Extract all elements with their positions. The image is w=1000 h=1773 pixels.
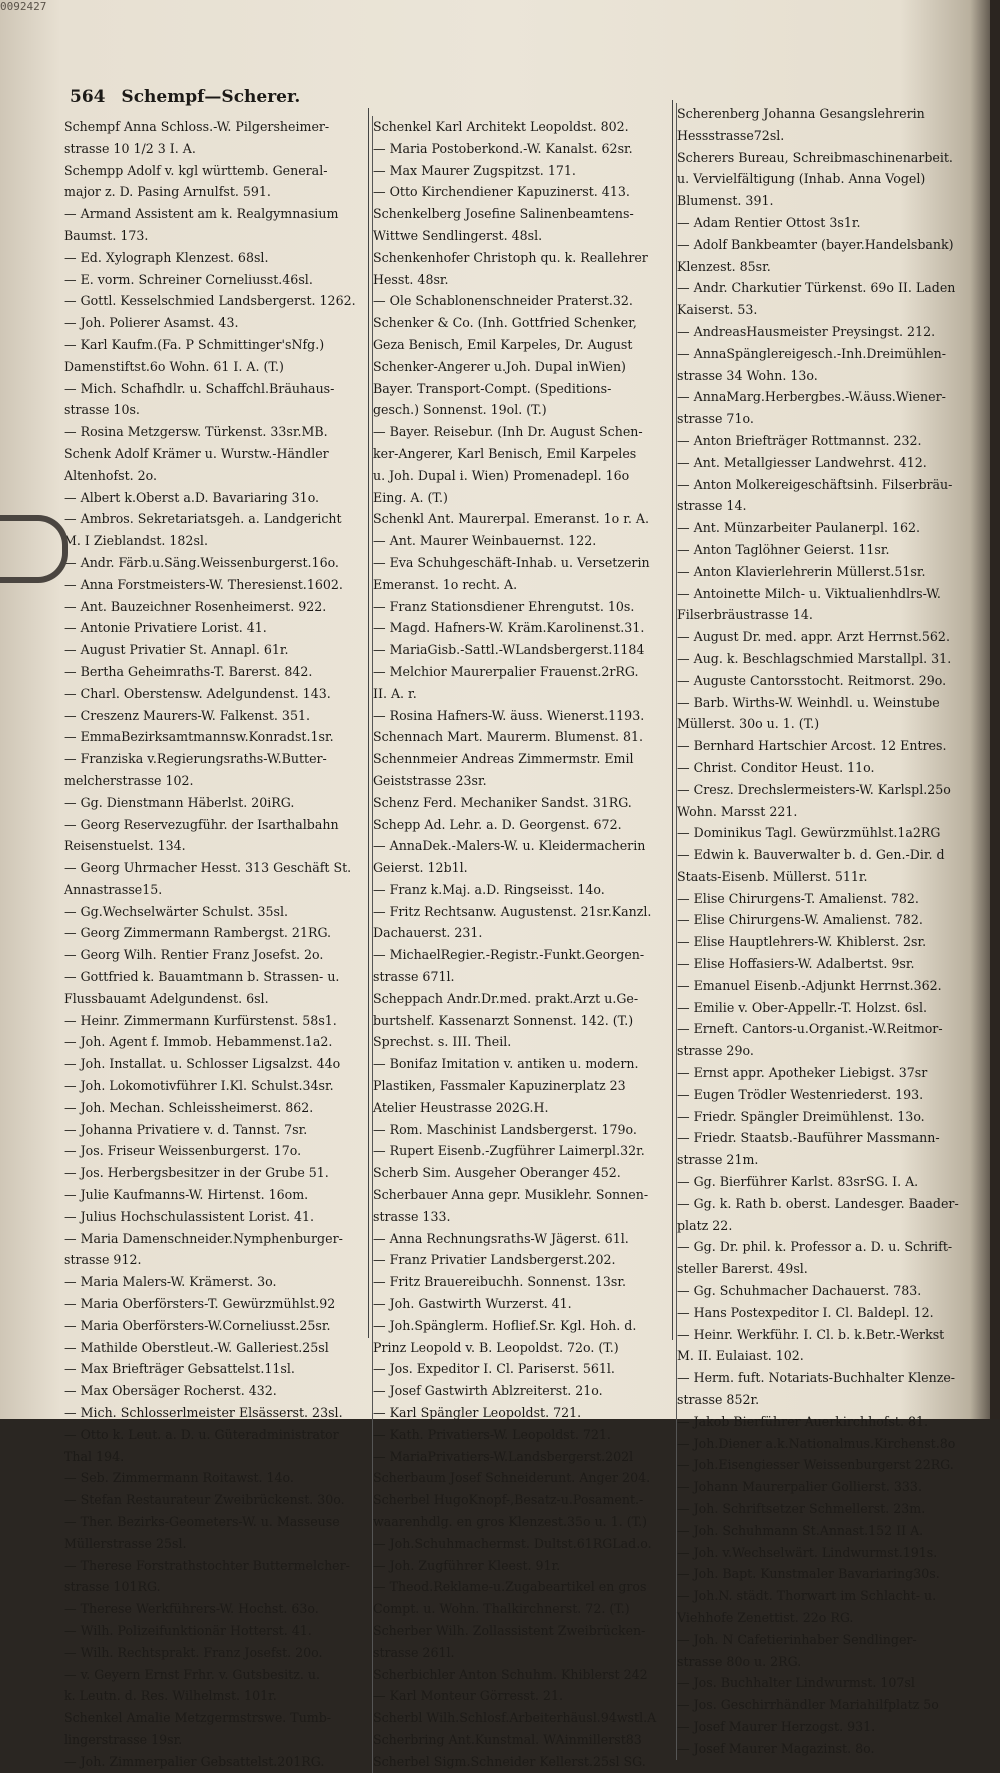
directory-line: waarenhdlg. en gros Klenzest.35o u. 1. (T.) <box>373 1514 648 1529</box>
directory-line: Müllerst. 30o u. 1. (T.) <box>677 716 820 732</box>
directory-line: — Ernst appr. Apotheker Liebigst. 37sr <box>677 1065 928 1081</box>
directory-line: strasse 71o. <box>677 411 754 427</box>
directory-line: M. II. Eulaiast. 102. <box>677 1348 804 1364</box>
directory-line: — Jos. Herbergsbesitzer in der Grube 51. <box>64 1165 329 1181</box>
directory-line: — Max Obersäger Rocherst. 432. <box>64 1383 277 1399</box>
directory-line: u. Joh. Dupal i. Wien) Promenadepl. 16o <box>373 467 630 483</box>
directory-line: Scherbaum Josef Schneiderunt. Anger 204. <box>373 1470 651 1486</box>
directory-line: — Jos. Friseur Weissenburgerst. 17o. <box>64 1143 302 1159</box>
directory-line: — Erneft. Cantors-u.Organist.-W.Reitmor- <box>677 1021 943 1037</box>
directory-line: Flussbauamt Adelgundenst. 6sl. <box>64 990 269 1006</box>
directory-line: — Elise Hauptlehrers-W. Khiblerst. 2sr. <box>677 934 927 950</box>
directory-line: — Friedr. Spängler Dreimühlenst. 13o. <box>677 1108 925 1124</box>
directory-line: Hessstrasse72sl. <box>677 127 785 143</box>
directory-line: ker-Angerer, Karl Benisch, Emil Karpeles <box>373 445 637 461</box>
directory-line: — Gg. Dr. phil. k. Professor a. D. u. Schrift- <box>677 1239 953 1255</box>
directory-line: — Joh.Schuhmachermst. Dultst.61RGLad.o. <box>373 1535 652 1551</box>
directory-line: — Cresz. Drechslermeisters-W. Karlspl.25o <box>677 781 951 797</box>
directory-line: — Ant. Metallgiesser Landwehrst. 412. <box>677 454 927 470</box>
directory-line: — Elise Chirurgens-W. Amalienst. 782. <box>677 912 923 928</box>
directory-line: Hesst. 48sr. <box>373 271 449 287</box>
directory-line: — Jos. Expeditor I. Cl. Pariserst. 561l. <box>373 1361 615 1377</box>
directory-line: — Franz Stationsdiener Ehrengutst. 10s. <box>373 598 635 614</box>
directory-line: — Fritz Brauereibuchh. Sonnenst. 13sr. <box>373 1274 627 1290</box>
directory-line: — Joh. Zugführer Kleest. 91r. <box>373 1557 561 1573</box>
directory-line: — Bernhard Hartschier Arcost. 12 Entres. <box>677 738 947 754</box>
directory-line: Wohn. Marsst 221. <box>677 803 798 819</box>
directory-line: — Kath. Privatiers-W. Leopoldst. 721. <box>373 1426 611 1442</box>
directory-line: — Joh. Installat. u. Schlosser Ligsalzst. 44o <box>64 1056 341 1072</box>
directory-line: — MariaGisb.-Sattl.-WLandsbergerst.1184 <box>373 642 645 658</box>
directory-line: — Andr. Charkutier Türkenst. 69o II. Laden <box>677 280 956 296</box>
directory-line: — Rosina Metzgersw. Türkenst. 33sr.MB. <box>64 424 328 440</box>
directory-line: — Anna Rechnungsraths-W Jägerst. 61l. <box>373 1230 629 1246</box>
directory-line: Schenk Adolf Krämer u. Wurstw.-Händler <box>64 445 329 461</box>
directory-line: — Joh. Bapt. Kunstmaler Bavariaring30s. <box>677 1566 940 1582</box>
directory-line: Scherers Bureau, Schreibmaschinenarbeit. <box>677 149 953 165</box>
directory-line: — Melchior Maurerpalier Frauenst.2rRG. <box>373 663 639 679</box>
directory-line: — Joh. N Cafetierinhaber Sendlinger- <box>677 1631 917 1647</box>
directory-line: — Johann Maurerpalier Gollierst. 333. <box>677 1479 922 1495</box>
directory-line: — Otto k. Leut. a. D. u. Güteradministrator <box>64 1426 339 1442</box>
archive-stamp: 0092427 <box>0 0 47 13</box>
directory-line: — Franz k.Maj. a.D. Ringseisst. 14o. <box>373 881 605 897</box>
directory-line: — Georg Wilh. Rentier Franz Josefst. 2o. <box>64 947 324 963</box>
directory-line: — Seb. Zimmermann Roitawst. 14o. <box>64 1470 294 1486</box>
directory-line: — Edwin k. Bauverwalter b. d. Gen.-Dir. d <box>677 847 945 863</box>
directory-line: — Ant. Maurer Weinbauernst. 122. <box>373 533 597 549</box>
directory-line: — Stefan Restaurateur Zweibrückenst. 30o. <box>64 1492 345 1508</box>
directory-line: Atelier Heustrasse 202G.H. <box>373 1099 549 1115</box>
directory-line: melcherstrasse 102. <box>64 772 194 788</box>
directory-column-2 <box>372 116 673 1773</box>
directory-line: — Fritz Rechtsanw. Augustenst. 21sr.Kanzl. <box>373 903 652 919</box>
directory-line: — Georg Uhrmacher Hesst. 313 Geschäft St. <box>64 860 352 876</box>
directory-line: Geierst. 12b1l. <box>373 860 468 876</box>
directory-line: — Mich. Schlosserlmeister Elsässerst. 23sl. <box>64 1405 343 1421</box>
directory-line: strasse 261l. <box>373 1644 455 1660</box>
directory-line: Schenz Ferd. Mechaniker Sandst. 31RG. <box>373 794 632 810</box>
directory-line: Thal 194. <box>64 1448 125 1464</box>
directory-line: lingerstrasse 19sr. <box>64 1731 183 1747</box>
directory-line: — Christ. Conditor Heust. 11o. <box>677 759 875 775</box>
directory-line: — Albert k.Oberst a.D. Bavariaring 31o. <box>64 489 320 505</box>
directory-line: — AnnaSpänglereigesch.-Inh.Dreimühlen- <box>677 345 946 361</box>
directory-line: — Gg. Bierführer Karlst. 83srSG. I. A. <box>677 1174 919 1190</box>
directory-line: — Josef Maurer Herzogst. 931. <box>677 1718 876 1734</box>
directory-line: strasse 671l. <box>373 969 455 985</box>
directory-line: major z. D. Pasing Arnulfst. 591. <box>64 184 271 200</box>
directory-line: — Theod.Reklame-u.Zugabeartikel en gros <box>373 1579 647 1595</box>
directory-line: — Anna Forstmeisters-W. Theresienst.1602. <box>64 576 343 592</box>
directory-line: — v. Geyern Ernst Frhr. v. Gutsbesitz. u. <box>64 1666 320 1682</box>
directory-line: — Emilie v. Ober-Appellr.-T. Holzst. 6sl. <box>677 999 928 1015</box>
directory-line: Scherber Wilh. Zollassistent Zweibrücken- <box>373 1622 646 1638</box>
directory-line: — Joh. v.Wechselwärt. Lindwurmst.191s. <box>677 1544 938 1560</box>
directory-line: Scherbel HugoKnopf-,Besatz-u.Posament.- <box>373 1492 644 1508</box>
directory-line: Dachauerst. 231. <box>373 925 483 941</box>
directory-line: — Eugen Trödler Westenriederst. 193. <box>677 1086 924 1102</box>
directory-line: — Therese Forstrathstochter Buttermelcher- <box>64 1557 350 1573</box>
directory-line: — Joh. Gastwirth Wurzerst. 41. <box>373 1296 572 1312</box>
directory-line: — Joh. Schriftsetzer Schmellerst. 23m. <box>677 1501 926 1516</box>
directory-line: — Eva Schuhgeschäft-Inhab. u. Versetzerin <box>373 554 650 570</box>
directory-line: — Ther. Bezirks-Geometers-W. u. Masseuse <box>64 1514 340 1529</box>
directory-line: Klenzest. 85sr. <box>677 258 771 274</box>
directory-line: — EmmaBezirksamtmannsw.Konradst.1sr. <box>64 729 334 745</box>
directory-line: — Maria Oberförsters-W.Corneliusst.25sr. <box>64 1317 331 1333</box>
directory-line: II. A. r. <box>373 685 417 701</box>
directory-line: — Ambros. Sekretariatsgeh. a. Landgericht <box>64 511 342 527</box>
directory-line: Viehhofe Zenettist. 22o RG. <box>677 1609 854 1625</box>
directory-line: Emeranst. 1o recht. A. <box>373 576 518 592</box>
directory-line: Baumst. 173. <box>64 227 149 243</box>
directory-line: — Josef Gastwirth Ablzreiterst. 21o. <box>373 1383 603 1399</box>
page-number: 564 <box>70 87 106 107</box>
directory-line: strasse 14. <box>677 498 747 514</box>
directory-line: Schempp Adolf v. kgl württemb. General- <box>64 162 328 178</box>
directory-line: — Heinr. Zimmermann Kurfürstenst. 58s1. <box>64 1012 337 1028</box>
directory-line: Schempf Anna Schloss.-W. Pilgersheimer- <box>64 119 330 134</box>
directory-line: Scherbl Wilh.Schlosf.Arbeiterhäusl.94wstl.A <box>373 1710 657 1726</box>
page-edge-shadow <box>990 0 1000 1419</box>
directory-line: — August Privatier St. Annapl. 61r. <box>64 642 289 658</box>
directory-line: — Rom. Maschinist Landsbergerst. 179o. <box>373 1121 637 1137</box>
directory-line: — Joh. Polierer Asamst. 43. <box>64 315 239 331</box>
page-header <box>70 87 300 107</box>
directory-line: Damenstiftst.6o Wohn. 61 I. A. (T.) <box>64 358 284 374</box>
directory-line: Kaiserst. 53. <box>677 302 758 318</box>
directory-line: strasse 80o u. 2RG. <box>677 1653 802 1669</box>
directory-line: — AnnaMarg.Herbergbes.-W.äuss.Wiener- <box>677 389 946 405</box>
directory-line: — Karl Kaufm.(Fa. P Schmittinger'sNfg.) <box>64 336 325 352</box>
directory-line: — Max Maurer Zugspitzst. 171. <box>373 162 576 178</box>
directory-line: Scherbel Sigm.Schneider Kellerst.25sl SG. <box>373 1753 646 1769</box>
directory-line: — Bertha Geheimraths-T. Barerst. 842. <box>64 663 313 679</box>
directory-line: — Barb. Wirths-W. Weinhdl. u. Weinstube <box>677 694 940 710</box>
directory-line: — Franz Privatier Landsbergerst.202. <box>373 1252 616 1268</box>
directory-line: — Joh. Zimmerpalier Gebsattelst.201RG. <box>64 1753 325 1769</box>
directory-line: steller Barerst. 49sl. <box>677 1261 808 1277</box>
directory-line: — Jakob Bierführer Auerkirchhofst. 81. <box>677 1413 929 1429</box>
directory-line: — Anton Molkereigeschäftsinh. Filserbräu- <box>677 476 953 492</box>
directory-line: — Anton Briefträger Rottmannst. 232. <box>677 432 922 448</box>
directory-line: — Armand Assistent am k. Realgymnasium <box>64 206 339 222</box>
directory-line: — Jos. Buchhalter Lindwurmst. 107sl <box>677 1675 915 1691</box>
directory-line: — Magd. Hafners-W. Kräm.Karolinenst.31. <box>373 620 645 636</box>
directory-line: Scheppach Andr.Dr.med. prakt.Arzt u.Ge- <box>373 990 639 1006</box>
directory-line: — Auguste Cantorsstocht. Reitmorst. 29o. <box>677 672 947 688</box>
directory-line: Schenkel Amalie Metzgermstrswe. Tumb- <box>64 1710 332 1726</box>
directory-line: — Elise Chirurgens-T. Amalienst. 782. <box>677 890 919 906</box>
directory-line: — Gottl. Kesselschmied Landsbergerst. 1262. <box>64 293 356 309</box>
directory-line: strasse 10 1/2 3 I. A. <box>64 140 196 156</box>
directory-line: — Andr. Färb.u.Säng.Weissenburgerst.16o. <box>64 554 339 570</box>
directory-line: Schepp Ad. Lehr. a. D. Georgenst. 672. <box>373 816 622 832</box>
directory-line: — Otto Kirchendiener Kapuzinerst. 413. <box>373 184 630 200</box>
directory-line: — Aug. k. Beschlagschmied Marstallpl. 31. <box>677 650 952 666</box>
directory-line: — Joh.N. städt. Thorwart im Schlacht- u. <box>677 1588 937 1604</box>
directory-line: — Adam Rentier Ottost 3s1r. <box>677 214 861 230</box>
directory-line: strasse 21m. <box>677 1152 759 1168</box>
directory-line: — Bonifaz Imitation v. antiken u. modern. <box>373 1056 639 1072</box>
directory-column-1 <box>64 116 364 1773</box>
directory-line: — Gg. Schuhmacher Dachauerst. 783. <box>677 1283 922 1299</box>
directory-line: strasse 29o. <box>677 1043 754 1059</box>
directory-line: — Josef Maurer Magazinst. 8o. <box>677 1740 875 1756</box>
directory-line: Altenhofst. 2o. <box>64 467 158 483</box>
directory-line: Geza Benisch, Emil Karpeles, Dr. August <box>373 336 633 352</box>
directory-line: burtshelf. Kassenarzt Sonnenst. 142. (T.) <box>373 1012 634 1028</box>
directory-line: strasse 852r. <box>677 1392 760 1408</box>
directory-line: Müllerstrasse 25sl. <box>64 1535 187 1551</box>
directory-line: — Ed. Xylograph Klenzest. 68sl. <box>64 249 269 265</box>
directory-line: Scherbauer Anna gepr. Musiklehr. Sonnen- <box>373 1187 649 1203</box>
directory-line: Reisenstuelst. 134. <box>64 838 186 854</box>
paper-clip <box>0 515 68 583</box>
directory-line: Scherbichler Anton Schuhm. Khiblerst 242 <box>373 1666 648 1682</box>
directory-line: k. Leutn. d. Res. Wilhelmst. 101r. <box>64 1688 277 1704</box>
directory-line: — Elise Hoffasiers-W. Adalbertst. 9sr. <box>677 956 915 972</box>
directory-line: — Wilh. Polizeifunktionär Hotterst. 41. <box>64 1622 312 1638</box>
directory-line: Schenker & Co. (Inh. Gottfried Schenker, <box>373 315 637 331</box>
directory-line: Annastrasse15. <box>64 881 163 897</box>
directory-line: — Ant. Bauzeichner Rosenheimerst. 922. <box>64 598 327 614</box>
directory-line: — MariaPrivatiers-W.Landsbergerst.202l <box>373 1448 634 1464</box>
directory-line: Blumenst. 391. <box>677 193 774 209</box>
directory-line: — Anton Taglöhner Geierst. 11sr. <box>677 541 890 557</box>
directory-line: Scherb Sim. Ausgeher Oberanger 452. <box>373 1165 621 1181</box>
directory-line: — Maria Oberförsters-T. Gewürzmühlst.92 <box>64 1296 336 1312</box>
directory-line: — Hans Postexpeditor I. Cl. Baldepl. 12. <box>677 1304 934 1320</box>
directory-line: — Emanuel Eisenb.-Adjunkt Herrnst.362. <box>677 977 942 993</box>
directory-line: — Mathilde Oberstleut.-W. Galleriest.25sl <box>64 1339 329 1355</box>
directory-line: — Gottfried k. Bauamtmann b. Strassen- u. <box>64 969 340 985</box>
directory-line: — AndreasHausmeister Preysingst. 212. <box>677 323 936 339</box>
directory-line: — August Dr. med. appr. Arzt Herrnst.562. <box>677 629 950 645</box>
directory-line: — Creszenz Maurers-W. Falkenst. 351. <box>64 707 310 723</box>
directory-line: Geiststrasse 23sr. <box>373 772 487 788</box>
directory-line: — Joh.Eisengiesser Weissenburgerst 22RG. <box>677 1457 954 1473</box>
directory-line: — E. vorm. Schreiner Corneliusst.46sl. <box>64 271 313 287</box>
directory-line: Sprechst. s. III. Theil. <box>373 1034 512 1050</box>
directory-line: strasse 912. <box>64 1252 142 1268</box>
directory-line: — Therese Werkführers-W. Hochst. 63o. <box>64 1601 319 1617</box>
directory-line: strasse 133. <box>373 1208 451 1224</box>
directory-line: — Bayer. Reisebur. (Inh Dr. August Schen- <box>373 424 643 440</box>
directory-line: — Herm. fuft. Notariats-Buchhalter Klenze- <box>677 1370 956 1386</box>
directory-line: — Ant. Münzarbeiter Paulanerpl. 162. <box>677 520 921 536</box>
directory-line: Staats-Eisenb. Müllerst. 511r. <box>677 868 868 884</box>
directory-line: — Karl Monteur Görresst. 21. <box>373 1688 563 1704</box>
directory-line: — Rosina Hafners-W. äuss. Wienerst.1193. <box>373 707 645 723</box>
directory-line: — Antonie Privatiere Lorist. 41. <box>64 620 267 636</box>
directory-line: — Ole Schablonenschneider Praterst.32. <box>373 293 633 309</box>
directory-line: strasse 34 Wohn. 13o. <box>677 367 818 383</box>
directory-line: — Karl Spängler Leopoldst. 721. <box>373 1405 582 1421</box>
directory-line: — Gg. Dienstmann Häberlst. 20iRG. <box>64 794 295 810</box>
directory-line: — Adolf Bankbeamter (bayer.Handelsbank) <box>677 236 954 252</box>
directory-line: Schenkelberg Josefine Salinenbeamtens- <box>373 206 634 222</box>
directory-line: Scherenberg Johanna Gesangslehrerin <box>677 106 925 121</box>
directory-line: — Joh. Agent f. Immob. Hebammenst.1a2. <box>64 1034 333 1050</box>
directory-line: — Jos. Geschirrhändler Mariahilfplatz 5o <box>677 1697 939 1713</box>
directory-line: u. Vervielfältigung (Inhab. Anna Vogel) <box>677 171 926 187</box>
directory-line: — Charl. Oberstensw. Adelgundenst. 143. <box>64 685 331 701</box>
directory-line: — Joh. Schuhmann St.Annast.152 II A. <box>677 1522 924 1538</box>
directory-line: Prinz Leopold v. B. Leopoldst. 72o. (T.) <box>373 1339 619 1355</box>
directory-line: — Friedr. Staatsb.-Bauführer Massmann- <box>677 1130 940 1146</box>
directory-line: Schenker-Angerer u.Joh. Dupal inWien) <box>373 358 626 374</box>
directory-line: Schenkl Ant. Maurerpal. Emeranst. 1o r. A. <box>373 511 649 527</box>
directory-line: Bayer. Transport-Compt. (Speditions- <box>373 380 612 396</box>
directory-line: — Dominikus Tagl. Gewürzmühlst.1a2RG <box>677 825 941 841</box>
directory-line: — Heinr. Werkführ. I. Cl. b. k.Betr.-Werkst <box>677 1326 945 1342</box>
directory-line: Scherbring Ant.Kunstmal. WAinmillerst83 <box>373 1731 642 1747</box>
directory-line: Eing. A. (T.) <box>373 489 448 505</box>
directory-line: — Joh.Spänglerm. Hoflief.Sr. Kgl. Hoh. d. <box>373 1317 637 1333</box>
directory-line: — Antoinette Milch- u. Viktualienhdlrs-W. <box>677 585 941 601</box>
directory-line: — Anton Klavierlehrerin Müllerst.51sr. <box>677 563 926 579</box>
directory-line: gesch.) Sonnenst. 19ol. (T.) <box>373 402 547 418</box>
directory-line: — Julius Hochschulassistent Lorist. 41. <box>64 1208 315 1224</box>
directory-line: — Georg Reservezugführ. der Isarthalbahn <box>64 816 339 832</box>
directory-line: strasse 10s. <box>64 402 140 418</box>
directory-line: — Gg. k. Rath b. oberst. Landesger. Baader- <box>677 1195 959 1211</box>
directory-line: M. I Zieblandst. 182sl. <box>64 533 208 549</box>
directory-line: Schennmeier Andreas Zimmermstr. Emil <box>373 751 634 767</box>
directory-line: — Wilh. Rechtsprakt. Franz Josefst. 20o. <box>64 1644 323 1660</box>
directory-line: — Maria Postoberkond.-W. Kanalst. 62sr. <box>373 140 633 156</box>
directory-line: — Mich. Schafhdlr. u. Schaffchl.Bräuhaus- <box>64 380 335 396</box>
directory-column-3 <box>676 103 995 1760</box>
directory-line: — Johanna Privatiere v. d. Tannst. 7sr. <box>64 1121 308 1137</box>
directory-line: — MichaelRegier.-Registr.-Funkt.Georgen- <box>373 947 645 963</box>
directory-line: platz 22. <box>677 1217 733 1233</box>
directory-line: Schenkel Karl Architekt Leopoldst. 802. <box>373 119 629 134</box>
directory-line: — Franziska v.Regierungsraths-W.Butter- <box>64 751 327 767</box>
running-title: Schempf—Scherer. <box>121 87 301 107</box>
directory-line: — Joh.Diener a.k.Nationalmus.Kirchenst.8o <box>677 1435 956 1451</box>
directory-line: Schennach Mart. Maurerm. Blumenst. 81. <box>373 729 644 745</box>
directory-line: — Max Briefträger Gebsattelst.11sl. <box>64 1361 295 1377</box>
directory-line: strasse 101RG. <box>64 1579 161 1595</box>
directory-line: Compt. u. Wohn. Thalkirchnerst. 72. (T.) <box>373 1601 630 1617</box>
directory-line: — Maria Malers-W. Krämerst. 3o. <box>64 1274 277 1290</box>
directory-line: Schenkenhofer Christoph qu. k. Reallehrer <box>373 249 648 265</box>
directory-line: — Joh. Lokomotivführer I.Kl. Schulst.34sr. <box>64 1078 334 1094</box>
directory-line: — AnnaDek.-Malers-W. u. Kleidermacherin <box>373 838 646 854</box>
directory-line: Plastiken, Fassmaler Kapuzinerplatz 23 <box>373 1078 626 1094</box>
directory-line: — Maria Damenschneider.Nymphenburger- <box>64 1230 343 1246</box>
directory-line: — Julie Kaufmanns-W. Hirtenst. 16om. <box>64 1187 309 1203</box>
directory-line: — Georg Zimmermann Rambergst. 21RG. <box>64 925 332 941</box>
directory-line: — Gg.Wechselwärter Schulst. 35sl. <box>64 903 289 919</box>
directory-line: Wittwe Sendlingerst. 48sl. <box>373 227 543 243</box>
directory-line: — Joh. Mechan. Schleissheimerst. 862. <box>64 1099 314 1115</box>
directory-line: Filserbräustrasse 14. <box>677 607 813 623</box>
column-rule <box>368 108 369 1338</box>
directory-line: — Rupert Eisenb.-Zugführer Laimerpl.32r. <box>373 1143 645 1159</box>
